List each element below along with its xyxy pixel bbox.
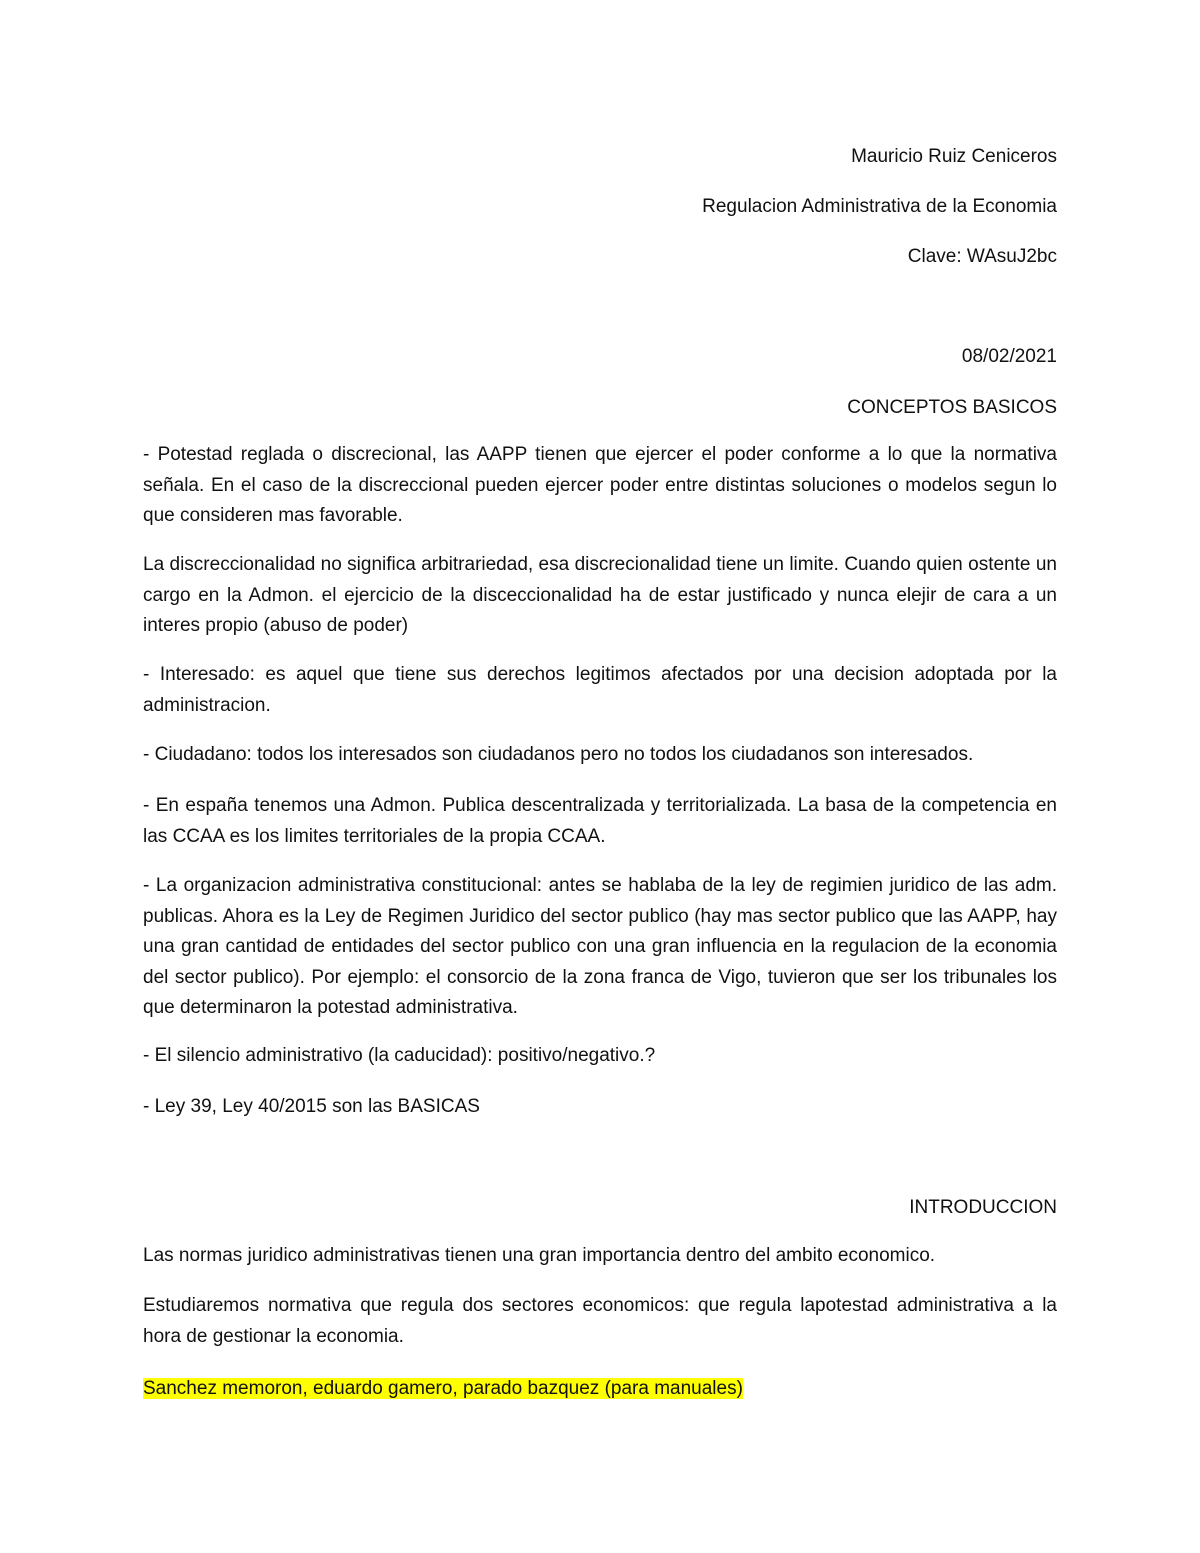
- paragraph-silencio: - El silencio administrativo (la caducidad): positivo/negativo.?: [143, 1045, 656, 1066]
- paragraph-estudiaremos: Estudiaremos normativa que regula dos sectores economicos: que regula lapotestad administrativa a la hora de gestionar la economia.: [143, 1295, 1057, 1347]
- document-date: 08/02/2021: [961, 346, 1057, 367]
- paragraph-potestad: - Potestad reglada o discrecional, las AAPP tienen que ejercer el poder conforme a lo que la normativa señala. En el caso de la discreccional pueden ejercer poder entre distintas soluciones o modelos segun lo que consideren mas favorable.: [143, 444, 1057, 526]
- paragraph-organizacion: - La organizacion administrativa constitucional: antes se hablaba de la ley de regimien juridico de las adm. publicas. Ahora es la Ley de Regimen Juridico del sector publico (hay mas sector publico que las AAPP, hay una gran cantidad de entidades del sector publico con una gran influencia en la regulacion de la economia del sector publico). Por ejemplo: el consorcio de la zona franca de Vigo, tuvieron que ser los tribunales los que determinaron la potestad administrativa.: [143, 875, 1057, 1018]
- highlighted-note: Sanchez memoron, eduardo gamero, parado bazquez (para manuales): [143, 1378, 743, 1399]
- paragraph-interesado: - Interesado: es aquel que tiene sus derechos legitimos afectados por una decision adoptada por la administracion.: [143, 664, 1057, 716]
- paragraph-admon-publica: - En españa tenemos una Admon. Publica descentralizada y territorializada. La basa de la competencia en las CCAA es los limites territoriales de la propia CCAA.: [143, 795, 1057, 847]
- author-name: Mauricio Ruiz Ceniceros: [851, 146, 1057, 167]
- section-title-basics: CONCEPTOS BASICOS: [847, 397, 1057, 418]
- paragraph-leyes: - Ley 39, Ley 40/2015 son las BASICAS: [143, 1096, 480, 1117]
- highlighted-note-line: [143, 1374, 1057, 1405]
- paragraph-ciudadano: - Ciudadano: todos los interesados son ciudadanos pero no todos los ciudadanos son interesados.: [143, 744, 974, 765]
- clave-code: Clave: WAsuJ2bc: [907, 246, 1057, 267]
- paragraph-normas: Las normas juridico administrativas tienen una gran importancia dentro del ambito economico.: [143, 1245, 936, 1266]
- course-title: Regulacion Administrativa de la Economia: [702, 196, 1057, 217]
- paragraph-discrecionalidad: La discreccionalidad no significa arbitrariedad, esa discrecionalidad tiene un limite. Cuando quien ostente un cargo en la Admon. el ejercicio de la disceccionalidad ha de estar justificado y nunca elejir de cara a un interes propio (abuso de poder): [143, 554, 1057, 636]
- section-title-intro: INTRODUCCION: [909, 1197, 1057, 1218]
